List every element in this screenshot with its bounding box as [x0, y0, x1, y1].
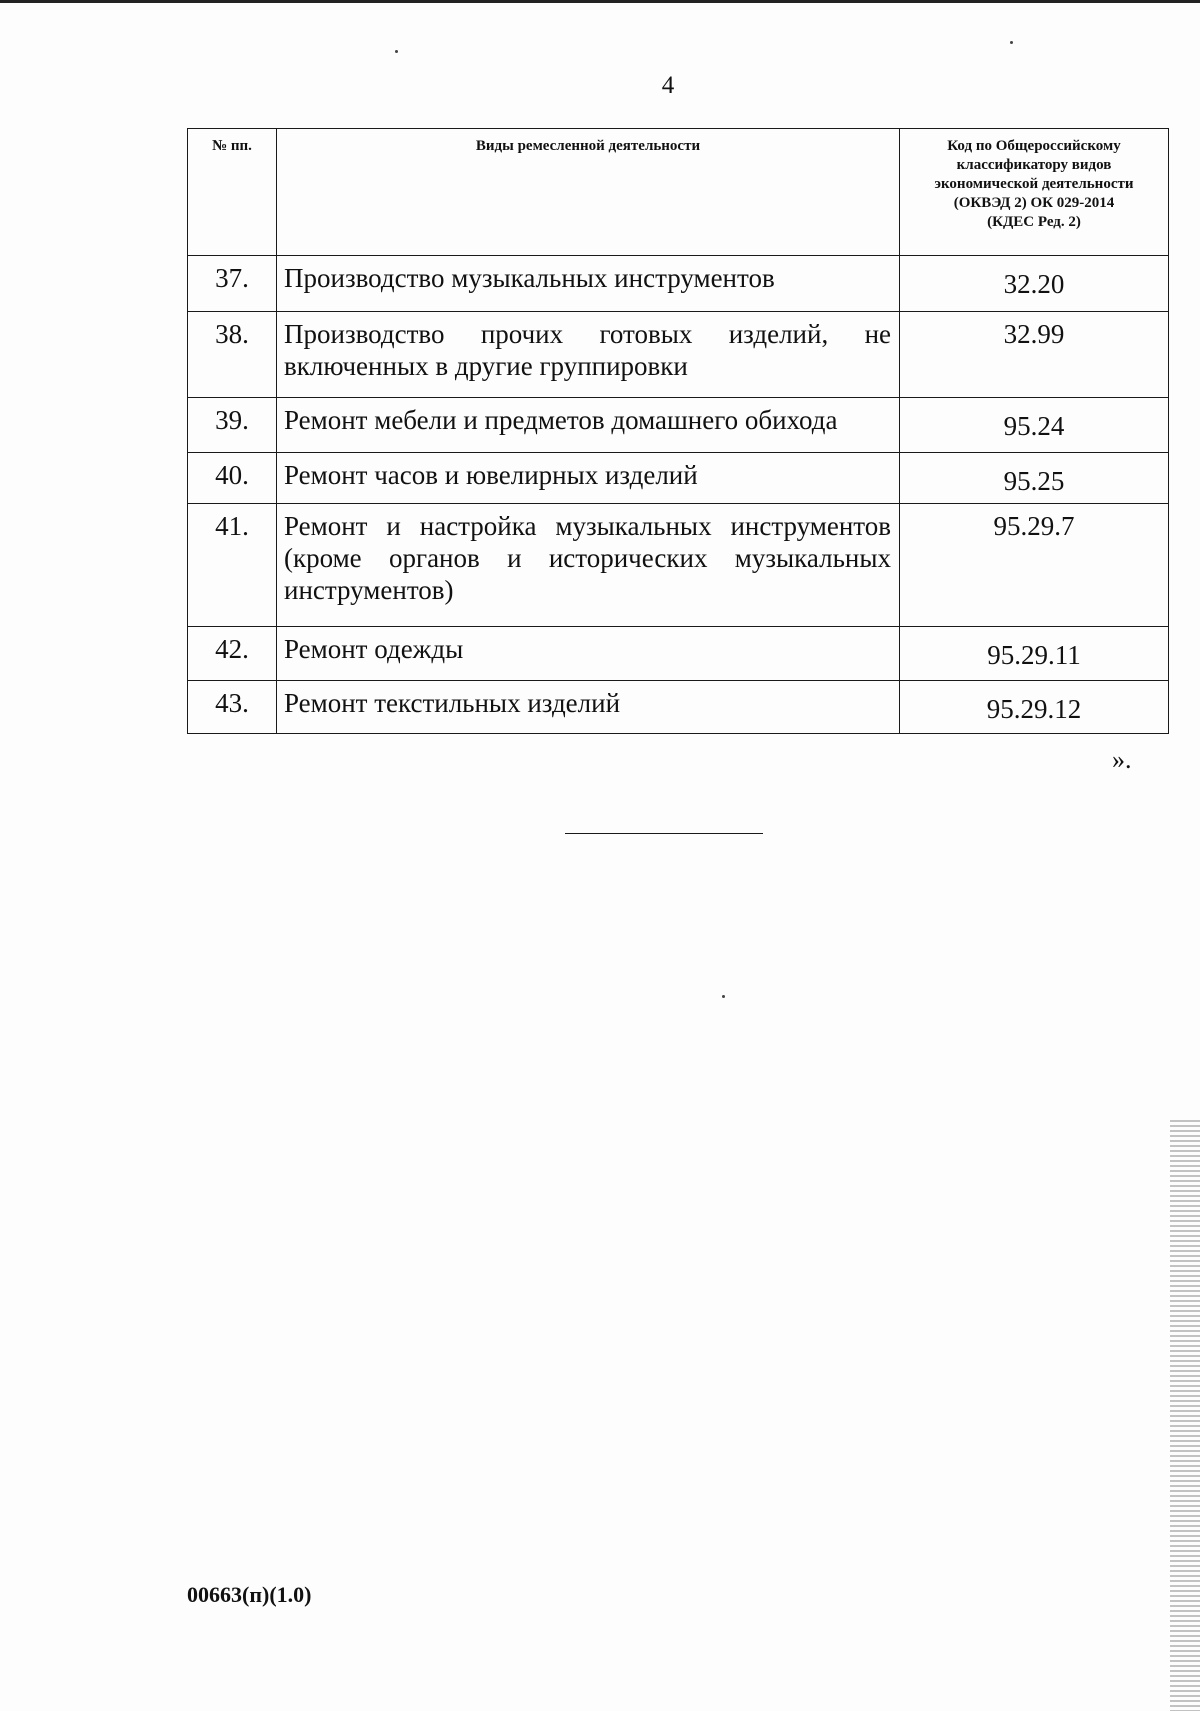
row-code: 95.29.11 [900, 627, 1169, 681]
scan-edge-artifact [1170, 1120, 1200, 1711]
table-row [188, 256, 1169, 312]
header-code-line: (КДЕС Ред. 2) [987, 214, 1081, 230]
header-code-line: классификатору видов [956, 157, 1112, 173]
header-number: № пп. [188, 129, 277, 256]
row-activity: Ремонт мебели и предметов домашнего обихода [277, 398, 900, 453]
scan-speck [1010, 41, 1013, 44]
table-row [188, 312, 1169, 398]
craft-activities-table [187, 128, 1169, 734]
row-activity: Ремонт часов и ювелирных изделий [277, 453, 900, 504]
document-code: 00663(п)(1.0) [187, 1582, 312, 1607]
row-activity: Ремонт одежды [277, 627, 900, 681]
table-row [188, 453, 1169, 504]
row-number: 41. [188, 504, 277, 627]
header-code-line: экономической деятельности [934, 176, 1134, 192]
row-activity: Производство музыкальных инструментов [277, 256, 900, 312]
row-number: 42. [188, 627, 277, 681]
page-number: 4 [661, 72, 675, 99]
row-code: 95.24 [900, 398, 1169, 453]
row-activity: Ремонт и настройка музыкальных инструментов (кроме органов и исторических музыкальных инструментов) [277, 504, 900, 627]
row-number: 43. [188, 681, 277, 734]
header-activity: Виды ремесленной деятельности [277, 129, 900, 256]
scan-speck [395, 50, 398, 53]
row-number: 40. [188, 453, 277, 504]
separator-line [565, 833, 763, 834]
row-number: 39. [188, 398, 277, 453]
row-code: 95.25 [900, 453, 1169, 504]
closing-quote-mark: ». [1112, 745, 1132, 774]
table-header-row [188, 129, 1169, 256]
table-row [188, 627, 1169, 681]
header-code-line: (ОКВЭД 2) ОК 029-2014 [953, 195, 1115, 211]
scan-speck [722, 995, 725, 998]
row-activity: Производство прочих готовых изделий, не включенных в другие группировки [277, 312, 900, 398]
row-number: 38. [188, 312, 277, 398]
row-code: 32.20 [900, 256, 1169, 312]
table-row [188, 504, 1169, 627]
row-activity: Ремонт текстильных изделий [277, 681, 900, 734]
header-code [900, 129, 1169, 256]
table-row [188, 398, 1169, 453]
scan-top-border [0, 0, 1200, 3]
row-code: 95.29.12 [900, 681, 1169, 734]
header-code-line: Код по Общероссийскому [947, 138, 1121, 154]
row-code: 95.29.7 [900, 504, 1169, 627]
row-number: 37. [188, 256, 277, 312]
table-row [188, 681, 1169, 734]
row-code: 32.99 [900, 312, 1169, 398]
